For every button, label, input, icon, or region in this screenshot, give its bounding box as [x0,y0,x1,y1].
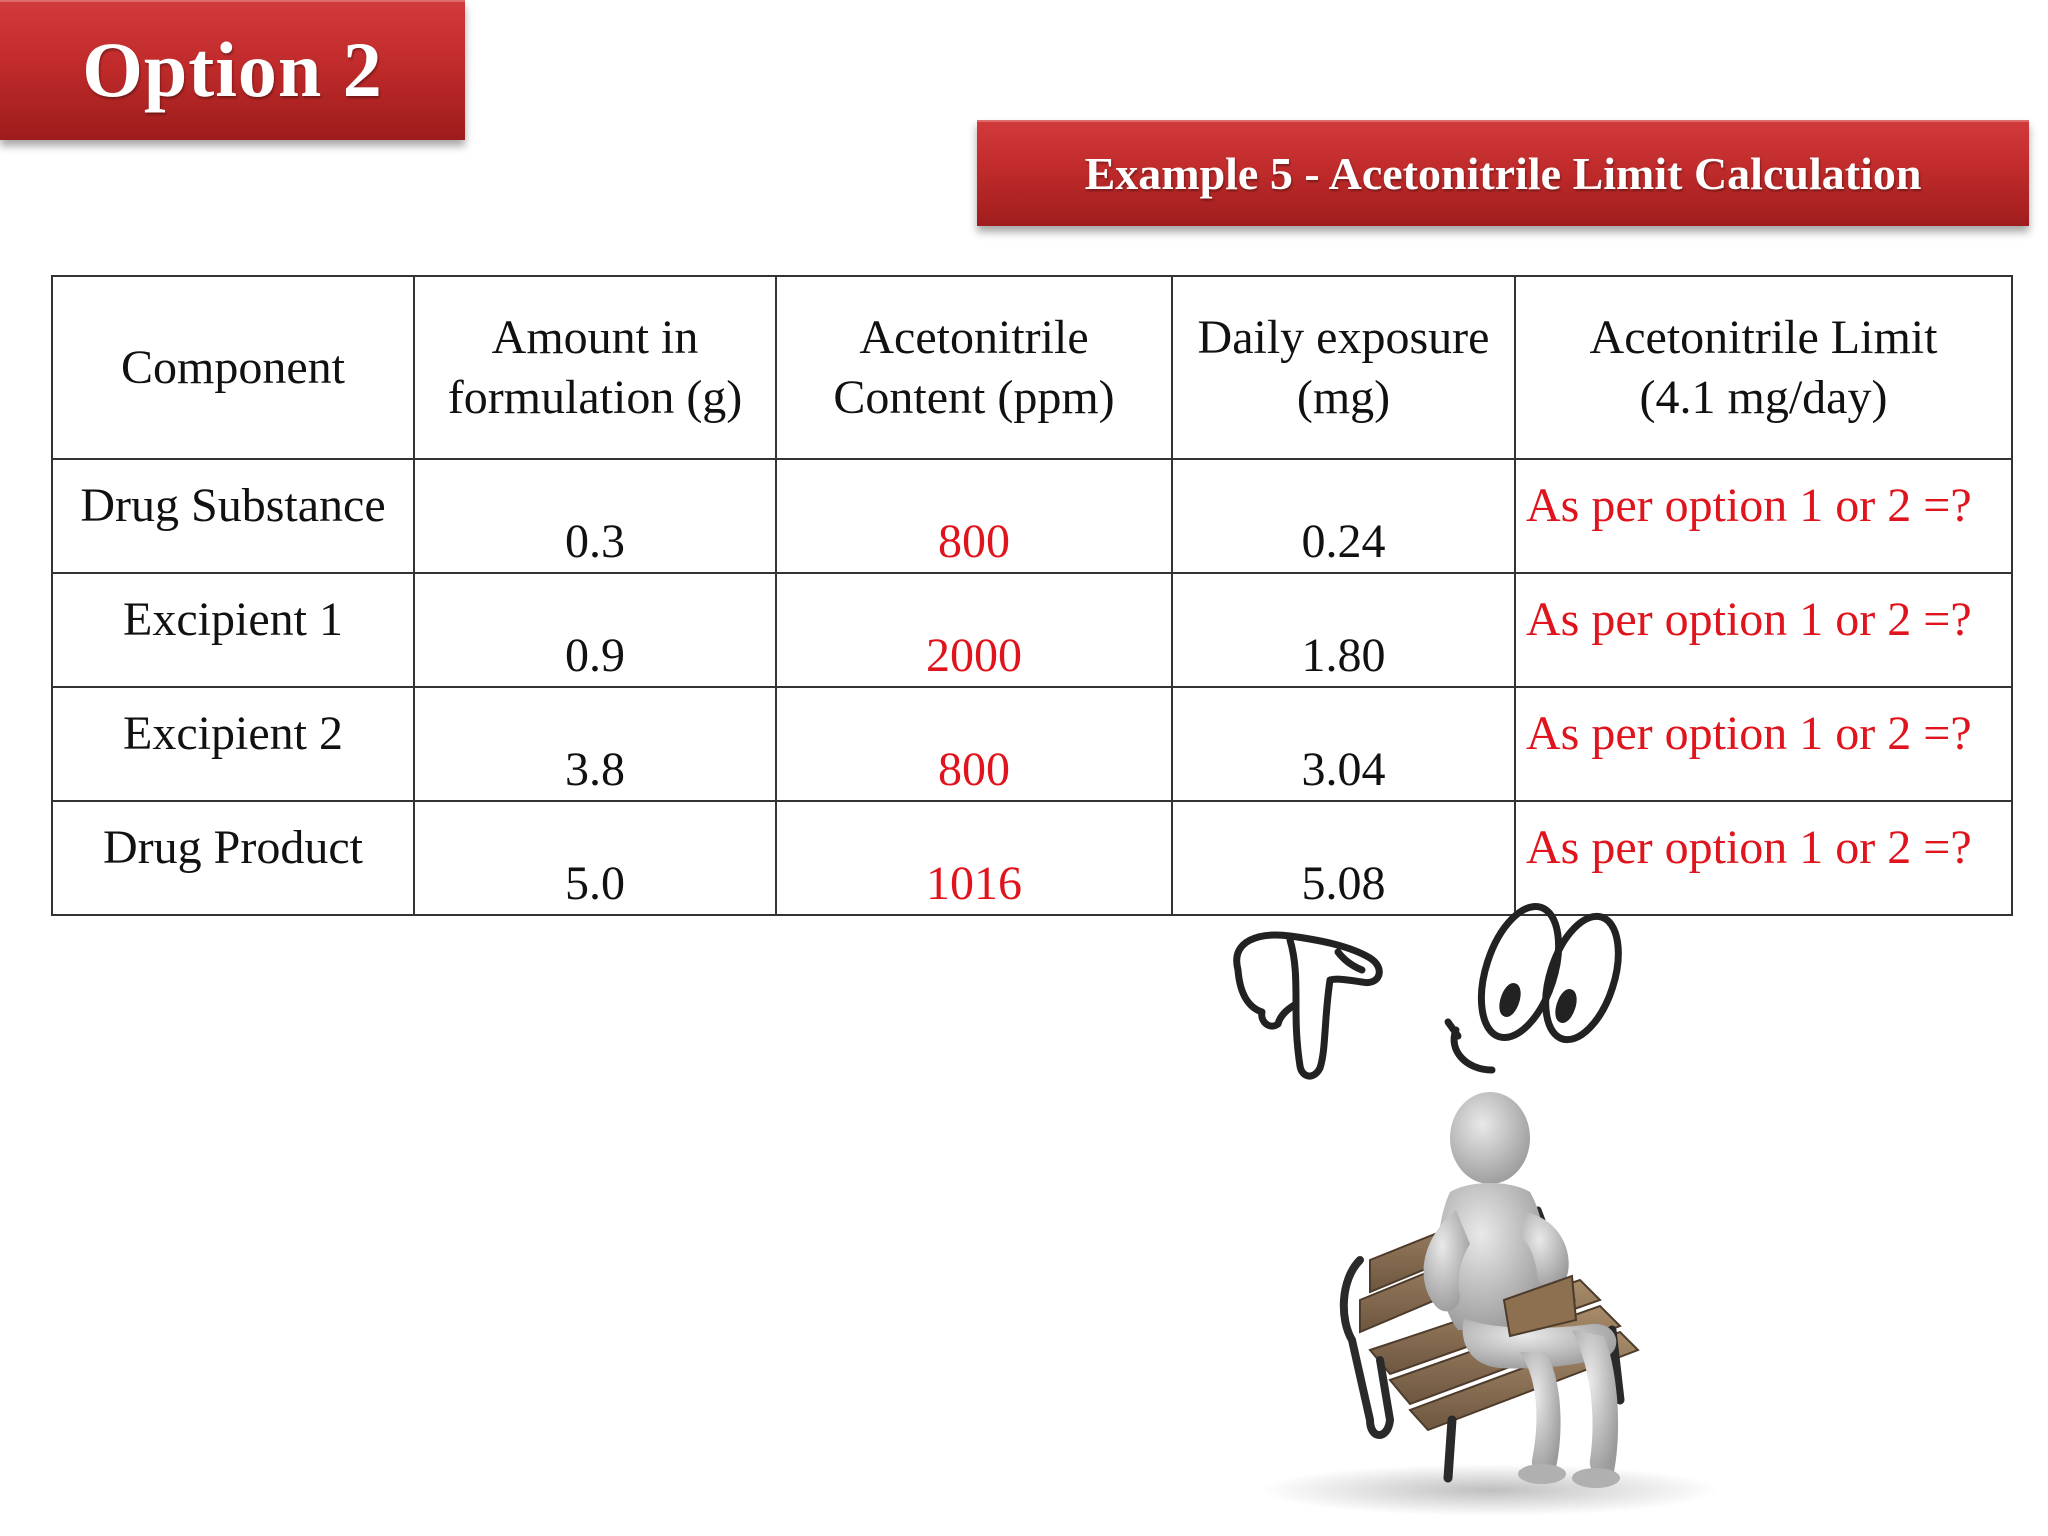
cell-amount: 5.0 [414,801,776,915]
acetonitrile-limit-table [51,275,2013,916]
cell-component: Excipient 2 [52,687,414,801]
option-title: Option 2 [82,26,383,113]
example-title: Example 5 - Acetonitrile Limit Calculation [1084,147,1922,199]
header-exposure-line2: (mg) [1296,370,1391,424]
header-component [52,276,414,459]
cell-amount: 3.8 [414,687,776,801]
cell-limit: As per option 1 or 2 =? [1515,801,2012,915]
header-exposure [1172,276,1515,459]
header-amount-line1: Amount in [491,310,699,364]
header-amount [414,276,776,459]
header-component-label: Component [121,340,345,394]
ground-shadow [1260,1464,1720,1516]
cell-amount: 0.3 [414,459,776,573]
header-limit-line2: (4.1 mg/day) [1639,370,1888,424]
header-exposure-line1: Daily exposure [1197,310,1490,364]
table-row [52,687,2012,801]
header-content [776,276,1172,459]
cell-limit: As per option 1 or 2 =? [1515,687,2012,801]
cell-exposure: 0.24 [1172,459,1515,573]
cell-content: 800 [776,459,1172,573]
table-row [52,459,2012,573]
cell-limit: As per option 1 or 2 =? [1515,459,2012,573]
thinking-figure-illustration [1220,900,1740,1520]
cell-exposure: 3.04 [1172,687,1515,801]
header-content-line2: Content (ppm) [833,370,1115,424]
cell-exposure: 1.80 [1172,573,1515,687]
table-row [52,573,2012,687]
cell-component: Excipient 1 [52,573,414,687]
cell-component: Drug Substance [52,459,414,573]
header-amount-line2: formulation (g) [447,370,743,424]
option-title-banner [0,0,465,140]
cartoon-eyes-icon [1448,900,1632,1070]
header-limit-line1: Acetonitrile Limit [1589,310,1938,364]
example-title-banner [977,120,2029,226]
cell-content: 1016 [776,801,1172,915]
cell-exposure: 5.08 [1172,801,1515,915]
header-limit [1515,276,2012,459]
header-content-line1: Acetonitrile [859,310,1089,364]
cell-amount: 0.9 [414,573,776,687]
table-row [52,801,2012,915]
cell-content: 2000 [776,573,1172,687]
cell-component: Drug Product [52,801,414,915]
cell-limit: As per option 1 or 2 =? [1515,573,2012,687]
pointing-hand-icon [1237,935,1380,1076]
cell-content: 800 [776,687,1172,801]
table-header-row [52,276,2012,459]
